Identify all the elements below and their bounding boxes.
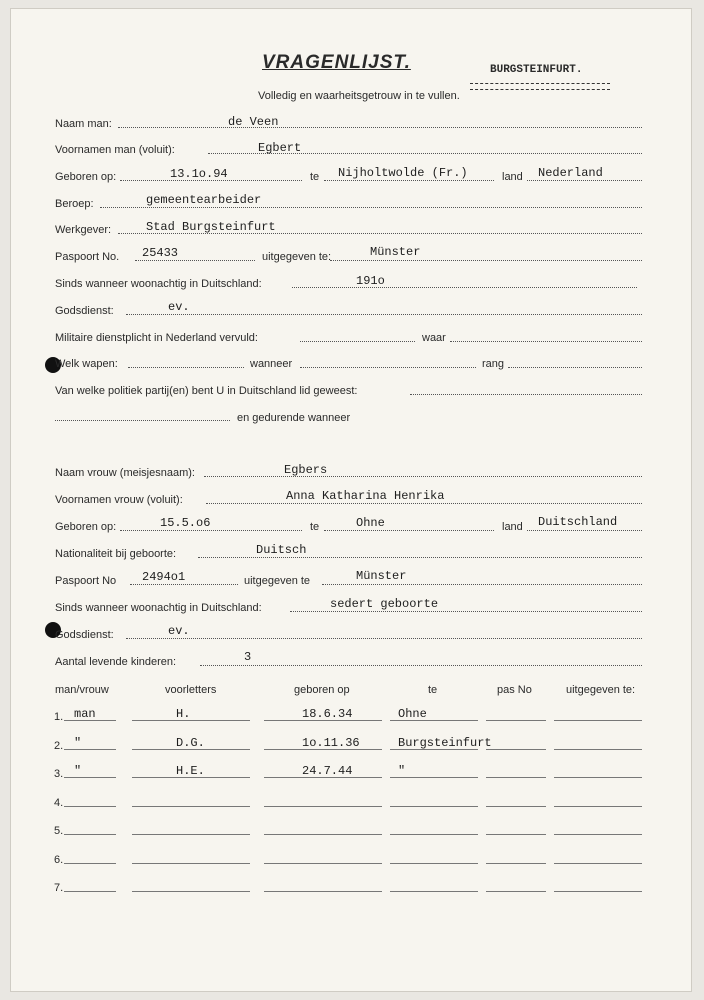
uitgegeven-man-line: [330, 260, 642, 261]
werkgever-value: Stad Burgsteinfurt: [146, 220, 276, 234]
nationaliteit-label: Nationaliteit bij geboorte:: [55, 548, 177, 560]
godsdienst-man-line: [126, 314, 642, 315]
row-born-line: [264, 806, 382, 807]
voornamen-man-value: Egbert: [258, 141, 302, 155]
row-issued-line: [554, 891, 642, 892]
row-initials-line: [132, 891, 250, 892]
row-place-value: Ohne: [398, 707, 427, 721]
row-sex-line: [64, 777, 116, 778]
row-born-line: [264, 891, 382, 892]
row-pas-line: [486, 834, 546, 835]
kinderen-value: 3: [244, 650, 252, 664]
row-issued-line: [554, 749, 642, 750]
col-header-born: geboren op: [294, 684, 350, 696]
beroep-label: Beroep:: [55, 198, 94, 210]
row-born-line: [264, 863, 382, 864]
land-vrouw-line: [527, 530, 642, 531]
row-issued-line: [554, 863, 642, 864]
geboren-vrouw-label: Geboren op:: [55, 521, 117, 533]
row-pas-line: [486, 749, 546, 750]
naam-vrouw-line: [204, 476, 642, 477]
row-number: 1.: [54, 711, 64, 723]
wanneer-line: [300, 367, 476, 368]
row-number: 5.: [54, 825, 64, 837]
militaire-line: [300, 341, 415, 342]
row-initials-line: [132, 806, 250, 807]
place-stamp-underline: [470, 83, 610, 90]
row-number: 2.: [54, 740, 64, 752]
naam-man-line: [118, 127, 642, 128]
welk-wapen-line: [128, 367, 244, 368]
werkgever-label: Werkgever:: [55, 224, 112, 236]
beroep-value: gemeentearbeider: [146, 193, 262, 207]
row-initials-value: D.G.: [176, 736, 205, 750]
paspoort-man-value: 25433: [142, 246, 179, 260]
row-pas-line: [486, 806, 546, 807]
row-initials-value: H.E.: [176, 764, 205, 778]
row-issued-line: [554, 834, 642, 835]
place-stamp: BURGSTEINFURT.: [490, 64, 583, 76]
te-vrouw-line: [324, 530, 494, 531]
welk-wapen-label: Welk wapen:: [55, 358, 118, 370]
col-header-pas: pas No: [497, 684, 532, 696]
row-number: 7.: [54, 882, 64, 894]
sinds-vrouw-value: sedert geboorte: [330, 597, 439, 611]
naam-vrouw-label: Naam vrouw (meisjesnaam):: [55, 467, 195, 479]
col-header-sex: man/vrouw: [55, 684, 109, 696]
sinds-vrouw-label: Sinds wanneer woonachtig in Duitschland:: [55, 602, 262, 614]
row-born-value: 18.6.34: [302, 707, 353, 721]
row-sex-value: man: [74, 707, 96, 721]
row-born-value: 24.7.44: [302, 764, 353, 778]
row-number: 6.: [54, 854, 64, 866]
row-sex-value: ": [74, 736, 82, 750]
waar-line: [450, 341, 642, 342]
row-initials-value: H.: [176, 707, 191, 721]
nationaliteit-line: [198, 557, 642, 558]
geboren-vrouw-value: 15.5.o6: [160, 516, 211, 530]
row-initials-line: [132, 834, 250, 835]
militaire-label: Militaire dienstplicht in Nederland vervuld:: [55, 332, 258, 344]
paspoort-vrouw-label: Paspoort No: [55, 575, 117, 587]
geboren-man-label: Geboren op:: [55, 171, 117, 183]
sinds-man-line: [292, 287, 637, 288]
form-subtitle: Volledig en waarheitsgetrouw in te vullen.: [258, 90, 460, 102]
naam-man-value: de Veen: [228, 115, 279, 129]
row-place-line: [390, 891, 478, 892]
naam-vrouw-value: Egbers: [284, 463, 328, 477]
row-pas-line: [486, 863, 546, 864]
uitgegeven-vrouw-line: [322, 584, 642, 585]
voornamen-vrouw-label: Voornamen vrouw (voluit):: [55, 494, 183, 506]
paspoort-vrouw-line: [130, 584, 238, 585]
gedurende-line: [55, 420, 230, 421]
land-vrouw-label: land: [502, 521, 523, 533]
te-man-label: te: [310, 171, 320, 183]
row-sex-line: [64, 834, 116, 835]
row-place-line: [390, 806, 478, 807]
naam-man-label: Naam man:: [55, 118, 112, 130]
godsdienst-vrouw-label: Godsdienst:: [55, 629, 114, 641]
col-header-initials: voorletters: [165, 684, 217, 696]
wanneer-label: wanneer: [250, 358, 293, 370]
land-man-value: Nederland: [538, 166, 603, 180]
paspoort-man-line: [135, 260, 255, 261]
politiek-line: [410, 394, 642, 395]
godsdienst-vrouw-value: ev.: [168, 624, 190, 638]
godsdienst-man-value: ev.: [168, 300, 190, 314]
row-number: 3.: [54, 768, 64, 780]
row-sex-line: [64, 863, 116, 864]
kinderen-line: [200, 665, 642, 666]
land-man-line: [527, 180, 642, 181]
te-man-value: Nijholtwolde (Fr.): [338, 166, 468, 180]
te-vrouw-value: Ohne: [356, 516, 385, 530]
te-vrouw-label: te: [310, 521, 320, 533]
col-header-issued: uitgegeven te:: [566, 684, 636, 696]
uitgegeven-man-value: Münster: [370, 245, 421, 259]
voornamen-vrouw-value: Anna Katharina Henrika: [286, 489, 445, 503]
kinderen-label: Aantal levende kinderen:: [55, 656, 177, 668]
gedurende-label: en gedurende wanneer: [237, 412, 351, 424]
beroep-line: [100, 207, 642, 208]
row-pas-line: [486, 720, 546, 721]
geboren-vrouw-line: [120, 530, 302, 531]
geboren-man-value: 13.1o.94: [170, 167, 228, 181]
voornamen-man-label: Voornamen man (voluit):: [55, 144, 175, 156]
row-issued-line: [554, 806, 642, 807]
row-sex-line: [64, 891, 116, 892]
land-vrouw-value: Duitschland: [538, 515, 618, 529]
row-issued-line: [554, 777, 642, 778]
land-man-label: land: [502, 171, 523, 183]
politiek-label: Van welke politiek partij(en) bent U in Duitschland lid geweest:: [55, 385, 358, 397]
row-issued-line: [554, 720, 642, 721]
sinds-man-value: 191o: [356, 274, 385, 288]
row-place-line: [390, 834, 478, 835]
row-initials-line: [132, 720, 250, 721]
voornamen-vrouw-line: [206, 503, 642, 504]
paspoort-man-label: Paspoort No.: [55, 251, 120, 263]
col-header-place: te: [428, 684, 438, 696]
row-pas-line: [486, 777, 546, 778]
sinds-vrouw-line: [290, 611, 642, 612]
row-place-value: ": [398, 764, 406, 778]
row-place-value: Burgsteinfurt: [398, 736, 492, 750]
uitgegeven-man-label: uitgegeven te:: [262, 251, 332, 263]
row-pas-line: [486, 891, 546, 892]
row-born-value: 1o.11.36: [302, 736, 360, 750]
row-place-line: [390, 863, 478, 864]
rang-label: rang: [482, 358, 505, 370]
waar-label: waar: [422, 332, 446, 344]
rang-line: [508, 367, 642, 368]
row-sex-value: ": [74, 764, 82, 778]
row-number: 4.: [54, 797, 64, 809]
sinds-man-label: Sinds wanneer woonachtig in Duitschland:: [55, 278, 262, 290]
nationaliteit-value: Duitsch: [256, 543, 307, 557]
godsdienst-vrouw-line: [126, 638, 642, 639]
form-title: VRAGENLIJST.: [262, 52, 411, 73]
row-initials-line: [132, 863, 250, 864]
row-sex-line: [64, 749, 116, 750]
row-sex-line: [64, 806, 116, 807]
row-born-line: [264, 834, 382, 835]
te-man-line: [324, 180, 494, 181]
uitgegeven-vrouw-value: Münster: [356, 569, 407, 583]
paspoort-vrouw-value: 2494o1: [142, 570, 186, 584]
uitgegeven-vrouw-label: uitgegeven te: [244, 575, 311, 587]
godsdienst-man-label: Godsdienst:: [55, 305, 114, 317]
